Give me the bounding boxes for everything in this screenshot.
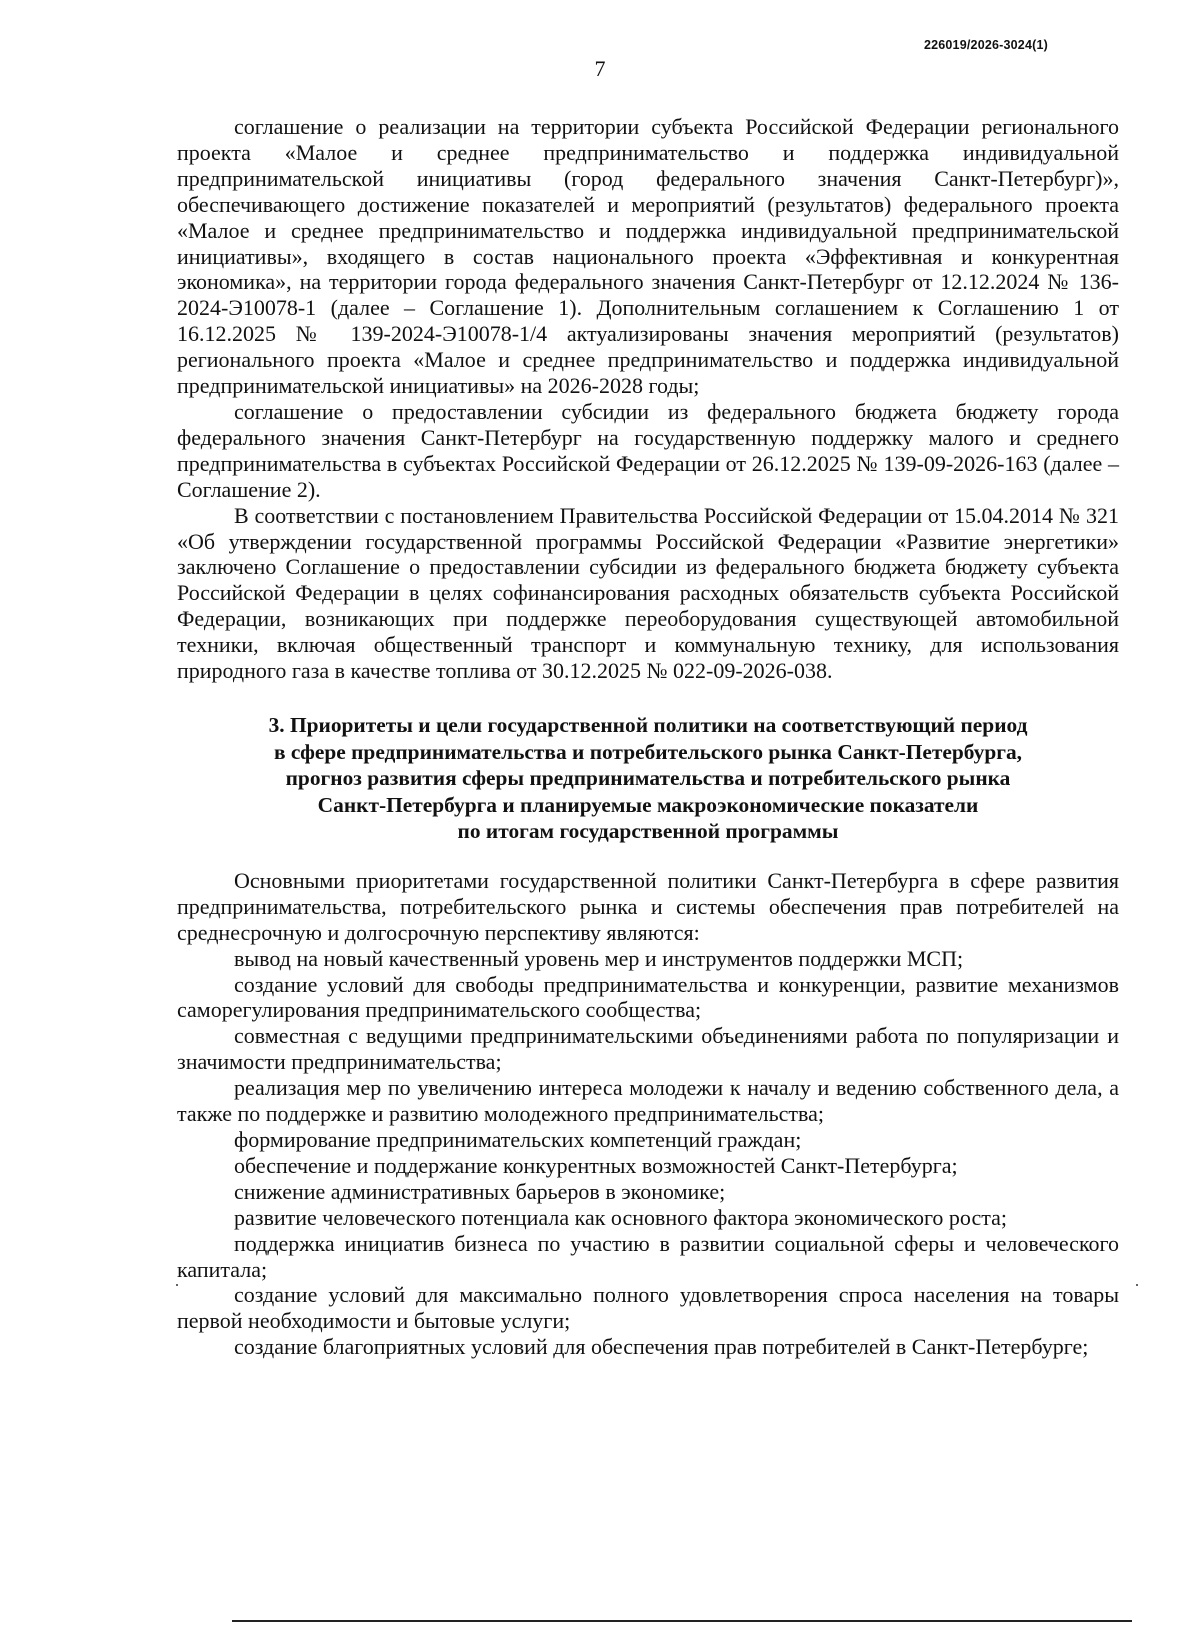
paragraph: развитие человеческого потенциала как основного фактора экономического роста; <box>234 1204 1007 1230</box>
heading-line: в сфере предпринимательства и потребительского рынка Санкт-Петербурга, <box>273 739 1023 764</box>
paragraph: реализация мер по увеличению интереса молодежи к началу и ведению собственного дела, а также по поддержке и развитию молодежного предпринимательства; <box>177 1075 1119 1127</box>
scan-speck <box>176 1284 178 1286</box>
paragraph: обеспечение и поддержание конкурентных возможностей Санкт-Петербурга; <box>234 1152 958 1178</box>
paragraph: соглашение о реализации на территории субъекта Российской Федерации регионального проекта «Малое и среднее предпринимательство и поддержка индивидуальной предпринимательской инициативы (город федерального значения Санкт-Петербург)», обеспечивающего достижение показателей и мероприятий (результатов) федерального проекта «Малое и среднее предпринимательство и поддержка индивидуальной предпринимательской инициативы», входящего в состав национального проекта «Эффективная и конкурентная экономика», на территории города федерального значения Санкт-Петербург от 12.12.2024 № 136-2024-Э10078-1 (далее – Соглашение 1). Дополнительным соглашением к Соглашению 1 от 16.12.2025 № 139-2024-Э10078-1/4 актуализированы значения мероприятий (результатов) регионального проекта «Малое и среднее предпринимательство и поддержка индивидуальной предпринимательской инициативы» на 2026-2028 годы; <box>177 114 1119 399</box>
heading-line: по итогам государственной программы <box>457 819 839 844</box>
document-body <box>177 114 1119 1360</box>
document-number: 226019/2026-3024(1) <box>923 38 1048 52</box>
heading-line: 3. Приоритеты и цели государственной политики на соответствующий период <box>268 712 1028 737</box>
paragraph: формирование предпринимательских компетенций граждан; <box>234 1126 802 1152</box>
paragraph: совместная с ведущими предпринимательскими объединениями работа по популяризации и значимости предпринимательства; <box>177 1023 1119 1075</box>
paragraph: поддержка инициатив бизнеса по участию в развитии социальной сферы и человеческого капитала; <box>177 1230 1119 1282</box>
page-number: 7 <box>594 56 606 81</box>
paragraph: создание благоприятных условий для обеспечения прав потребителей в Санкт-Петербурге; <box>234 1334 1089 1360</box>
paragraph: В соответствии с постановлением Правительства Российской Федерации от 15.04.2014 № 321 «Об утверждении государственной программы Российской Федерации «Развитие энергетики» заключено Соглашение о предоставлении субсидии из федерального бюджета бюджету субъекта Российской Федерации в целях софинансирования расходных обязательств субъекта Российской Федерации, возникающих при поддержке переоборудования существующей автомобильной техники, включая общественный транспорт и коммунальную технику, для использования природного газа в качестве топлива от 30.12.2025 № 022-09-2026-038. <box>177 502 1119 684</box>
paragraph: снижение административных барьеров в экономике; <box>234 1178 726 1204</box>
paragraph: соглашение о предоставлении субсидии из федерального бюджета бюджету города федерального значения Санкт-Петербург на государственную поддержку малого и среднего предпринимательства в субъектах Российской Федерации от 26.12.2025 № 139-09-2026-163 (далее – Соглашение 2). <box>177 398 1119 502</box>
scan-edge-line <box>232 1620 1132 1622</box>
scan-speck <box>1136 1284 1138 1286</box>
paragraph: создание условий для максимально полного удовлетворения спроса населения на товары первой необходимости и бытовые услуги; <box>177 1282 1119 1334</box>
paragraph: создание условий для свободы предпринимательства и конкуренции, развитие механизмов саморегулирования предпринимательского сообщества; <box>177 971 1119 1023</box>
heading-line: прогноз развития сферы предпринимательства и потребительского рынка <box>285 766 1011 791</box>
heading-line: Санкт-Петербурга и планируемые макроэкономические показатели <box>317 792 979 817</box>
paragraph: вывод на новый качественный уровень мер и инструментов поддержки МСП; <box>234 945 964 971</box>
paragraph: Основными приоритетами государственной политики Санкт-Петербурга в сфере развития предпринимательства, потребительского рынка и системы обеспечения прав потребителей на среднесрочную и долгосрочную перспективу являются: <box>177 867 1119 945</box>
section-heading <box>177 712 1119 845</box>
